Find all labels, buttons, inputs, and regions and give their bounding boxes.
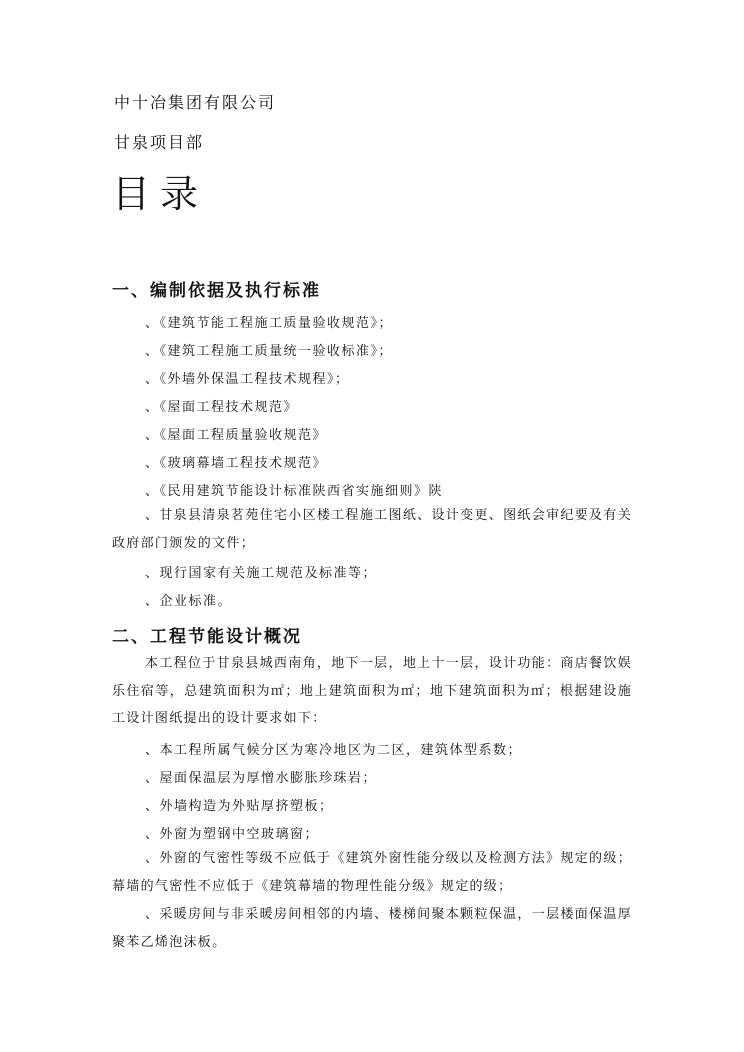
company-name: 中十冶集团有限公司 [114,93,277,112]
list-item: 、《民用建筑节能设计标准陕西省实施细则》陕 [145,484,444,499]
list-item: 、《屋面工程技术规范》 [145,400,299,415]
list-item: 、本工程所属气候分区为寒冷地区为二区，建筑体型系数； [145,743,523,758]
paragraph-intro: 本工程位于甘泉县城西南角，地下一层，地上十一层，设计功能：商店餐饮娱乐住宿等，总建筑面积为㎡；地上建筑面积为㎡；地下建筑面积为㎡；根据建设施工设计图纸提出的设计要求如下： [112,656,632,726]
list-item: 、屋面保温层为厚憎水膨胀珍珠岩； [145,771,378,786]
list-item: 、《外墙外保温工程技术规程》； [145,372,350,387]
list-item: 、现行国家有关施工规范及标准等； [145,566,378,581]
paragraph-drawings: 、甘泉县清泉茗苑住宅小区楼工程施工图纸、设计变更、图纸会审纪要及有关政府部门颁发的文件； [112,508,632,551]
section-heading-2: 二、工程节能设计概况 [112,627,302,647]
list-item: 、《建筑工程施工质量统一验收标准》； [145,344,394,359]
page-title: 目录 [112,172,209,216]
list-item: 、外窗为塑钢中空玻璃窗； [145,827,320,842]
section-heading-1: 一、编制依据及执行标准 [112,281,321,301]
project-name: 甘泉项目部 [114,133,205,152]
paragraph-airtightness: 、外窗的气密性等级不应低于《建筑外窗性能分级以及检测方法》规定的级；幕墙的气密性不应低于《建筑幕墙的物理性能分级》规定的级； [112,851,632,894]
list-item: 、《玻璃幕墙工程技术规范》 [145,456,328,471]
paragraph-heating: 、采暖房间与非采暖房间相邻的内墙、楼梯间聚本颗粒保温，一层楼面保温厚聚苯乙烯泡沫板。 [112,907,632,950]
list-item: 、企业标准。 [145,594,233,609]
list-item: 、《建筑节能工程施工质量验收规范》； [145,316,394,331]
list-item: 、外墙构造为外贴厚挤塑板； [145,799,334,814]
list-item: 、《屋面工程质量验收规范》 [145,428,328,443]
